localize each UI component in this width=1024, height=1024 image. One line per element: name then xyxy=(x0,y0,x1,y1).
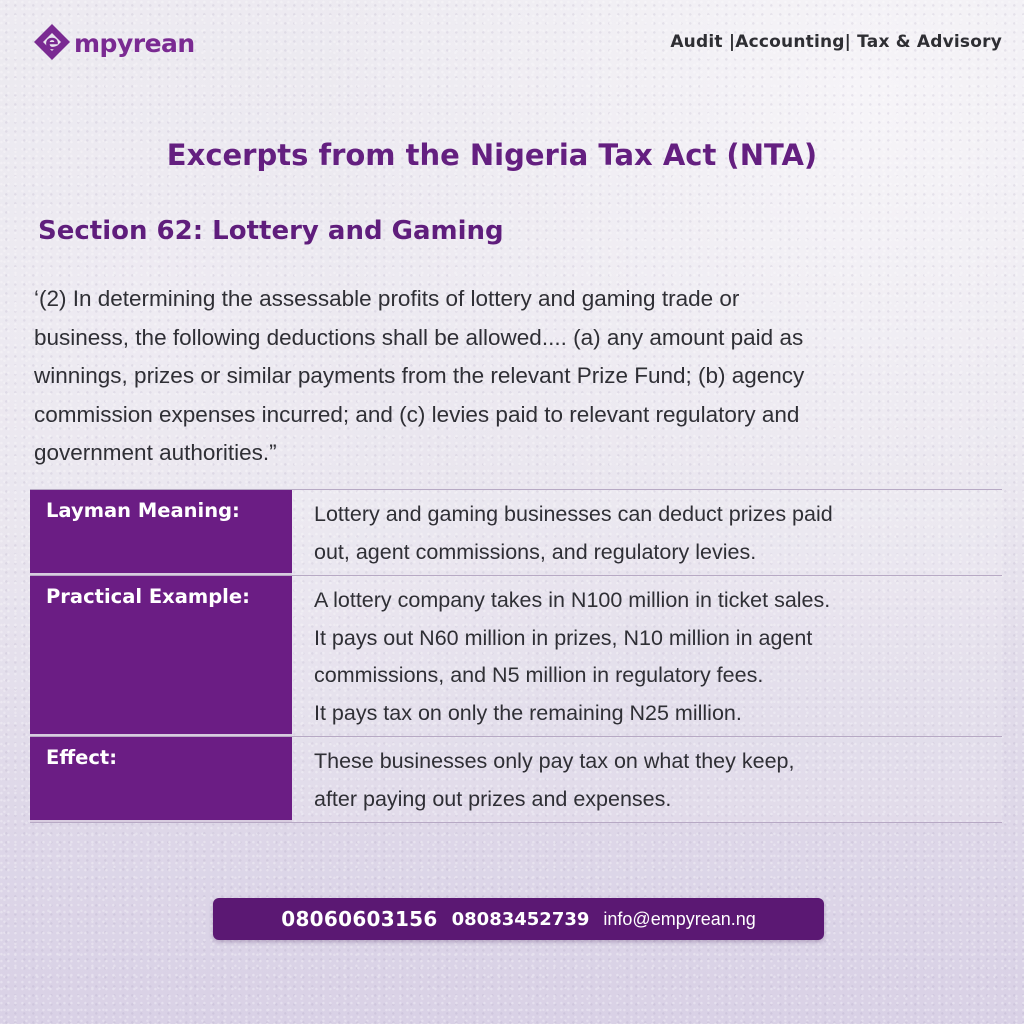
quote-line: winnings, prizes or similar payments from the relevant Prize Fund; (b) agency xyxy=(34,363,805,388)
empyrean-logo-icon xyxy=(32,22,72,64)
brand-name: mpyrean xyxy=(74,28,195,58)
row-line: It pays out N60 million in prizes, N10 million in agent xyxy=(314,625,813,650)
phone-number-secondary[interactable]: 08083452739 xyxy=(451,908,590,930)
row-content xyxy=(292,737,1002,822)
table-row-layman-meaning xyxy=(30,490,1002,576)
row-label: Practical Example: xyxy=(30,576,292,736)
row-line: It pays tax on only the remaining N25 million. xyxy=(314,700,742,725)
quote-line: business, the following deductions shall be allowed.... (a) any amount paid as xyxy=(34,324,804,350)
explanation-table xyxy=(30,489,1002,823)
row-label: Effect: xyxy=(30,737,292,822)
row-label: Layman Meaning: xyxy=(30,490,292,575)
brand-logo xyxy=(32,22,195,64)
svg-text:e: e xyxy=(45,30,59,54)
email-link[interactable]: info@empyrean.ng xyxy=(603,908,756,929)
quote-line: commission expenses incurred; and (c) levies paid to relevant regulatory and xyxy=(34,401,800,427)
quote-line: government authorities.” xyxy=(34,440,277,465)
contact-bar xyxy=(213,898,824,940)
row-content xyxy=(292,490,1002,575)
quoted-excerpt xyxy=(34,280,984,473)
page-title: Excerpts from the Nigeria Tax Act (NTA) xyxy=(166,138,818,172)
row-line: A lottery company takes in N100 million in ticket sales. xyxy=(314,588,831,612)
section-heading: Section 62: Lottery and Gaming xyxy=(38,216,504,246)
quote-line: ‘(2) In determining the assessable profits of lottery and gaming trade or xyxy=(34,286,740,311)
row-line: after paying out prizes and expenses. xyxy=(314,786,672,811)
table-row-effect xyxy=(30,737,1002,823)
row-line: Lottery and gaming businesses can deduct prizes paid xyxy=(314,502,833,526)
row-content xyxy=(292,576,1002,736)
row-line: These businesses only pay tax on what they keep, xyxy=(314,749,795,773)
brand-tagline: Audit |Accounting| Tax & Advisory xyxy=(670,32,1002,52)
table-row-practical-example xyxy=(30,576,1002,737)
row-line: out, agent commissions, and regulatory levies. xyxy=(314,539,757,564)
row-line: commissions, and N5 million in regulatory fees. xyxy=(314,663,764,687)
phone-number-primary[interactable]: 08060603156 xyxy=(281,907,438,931)
